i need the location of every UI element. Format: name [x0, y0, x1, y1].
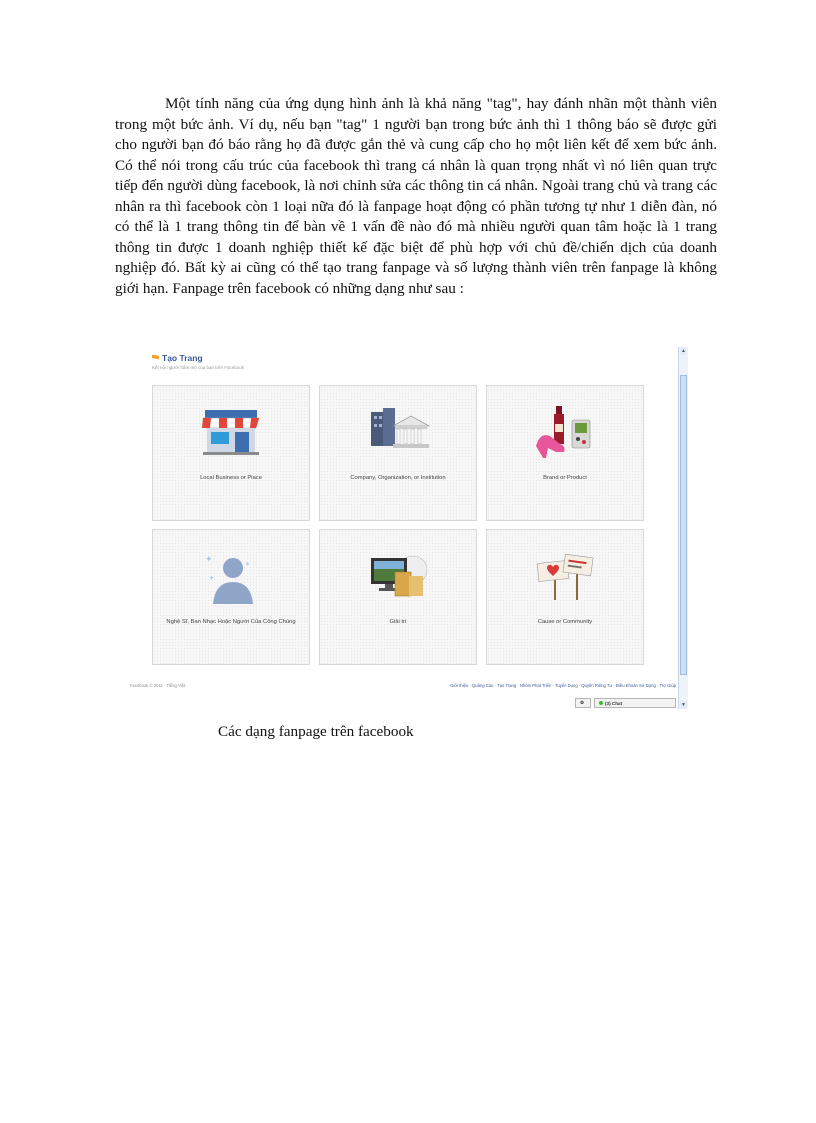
- buildings-icon: [365, 406, 431, 456]
- svg-text:✦: ✦: [205, 554, 213, 564]
- tile-brand[interactable]: [486, 385, 644, 521]
- tile-label: Cause or Community: [537, 619, 593, 625]
- online-status-icon: [599, 701, 603, 705]
- tile-entertainment[interactable]: [319, 529, 477, 665]
- signs-icon: [532, 550, 598, 602]
- body-paragraph: Một tính năng của ứng dụng hình ảnh là khả năng "tag", hay đánh nhãn một thành viên trong một bức ảnh. Ví dụ, nếu bạn "tag" 1 người bạn trong bức ảnh thì 1 thông báo sẽ được gửi cho người bạn đó báo rằng họ đã được gắn thẻ và cung cấp cho họ một liên kết để xem bức ảnh. Có thể nói trong cấu trúc của facebook thì trang cá nhân là quan trọng nhất vì nó liên quan trực tiếp đến người dùng facebook, là nơi chỉnh sửa các thông tin cá nhân. Ngoài trang chủ và trang các nhân ra thì facebook còn 1 loại nữa đó là fanpage hoạt động có phần tương tự như 1 diễn đàn, nó có thể là 1 trang thông tin để bàn về 1 vấn đề nào đó mà nhiều người quan tâm hoặc là 1 trang thông tin được 1 doanh nghiệp thiết kế đặc biệt để phù hợp với chủ đề/chiến dịch của doanh nghiệp đó. Bất kỳ ai cũng có thể tạo trang fanpage và số lượng thành viên trên fanpage là không giới hạn. Fanpage trên facebook có những dạng như sau :: [115, 95, 717, 297]
- products-icon: [532, 406, 598, 458]
- page-title: Tạo Trang: [162, 353, 203, 363]
- facebook-create-page-screenshot: [128, 345, 690, 711]
- flag-icon: [152, 355, 159, 362]
- page-type-grid: [152, 385, 678, 665]
- page-footer: [130, 683, 676, 688]
- page-header: [152, 353, 244, 370]
- storefront-icon: [199, 406, 263, 456]
- chat-bar: [575, 698, 676, 708]
- tile-label: Giải trí: [389, 619, 407, 625]
- entertainment-icon: [365, 550, 431, 602]
- scroll-down-arrow-icon[interactable]: ▼: [681, 702, 686, 708]
- person-silhouette-icon: [199, 550, 263, 606]
- chat-settings-button[interactable]: [575, 698, 591, 708]
- footer-copyright: Facebook © 2011 · Tiếng Việt: [130, 683, 186, 688]
- tile-label: Local Business or Place: [200, 475, 262, 481]
- tile-artist[interactable]: [152, 529, 310, 665]
- tile-label: Nghệ Sĩ, Ban Nhạc Hoặc Người Của Công Chúng: [166, 619, 296, 625]
- scrollbar[interactable]: [678, 347, 688, 709]
- tile-label: Brand or Product: [543, 475, 587, 481]
- tile-cause[interactable]: [486, 529, 644, 665]
- svg-text:✦: ✦: [209, 576, 215, 582]
- svg-text:✦: ✦: [245, 562, 251, 568]
- tile-label: Company, Organization, or Institution: [350, 475, 446, 481]
- chat-label: (3) Chat: [605, 700, 623, 706]
- figure-caption: Các dạng fanpage trên facebook: [218, 723, 414, 740]
- chat-button[interactable]: [594, 698, 676, 708]
- scrollbar-thumb[interactable]: [680, 375, 687, 675]
- tile-local-business[interactable]: [152, 385, 310, 521]
- tile-company[interactable]: [319, 385, 477, 521]
- scroll-up-arrow-icon[interactable]: ▲: [681, 348, 686, 354]
- footer-links[interactable]: Giới thiệu · Quảng Cáo · Tạo Trang · Nhóm Phát Triển · Tuyển Dụng · Quyền Riêng Tư · Điều Khoản Sử Dụng · Trợ Giúp: [450, 683, 676, 688]
- page-subtitle: Kết nối người hâm mộ của bạn trên Facebook: [152, 365, 245, 370]
- gear-icon: ⚙: [580, 700, 585, 705]
